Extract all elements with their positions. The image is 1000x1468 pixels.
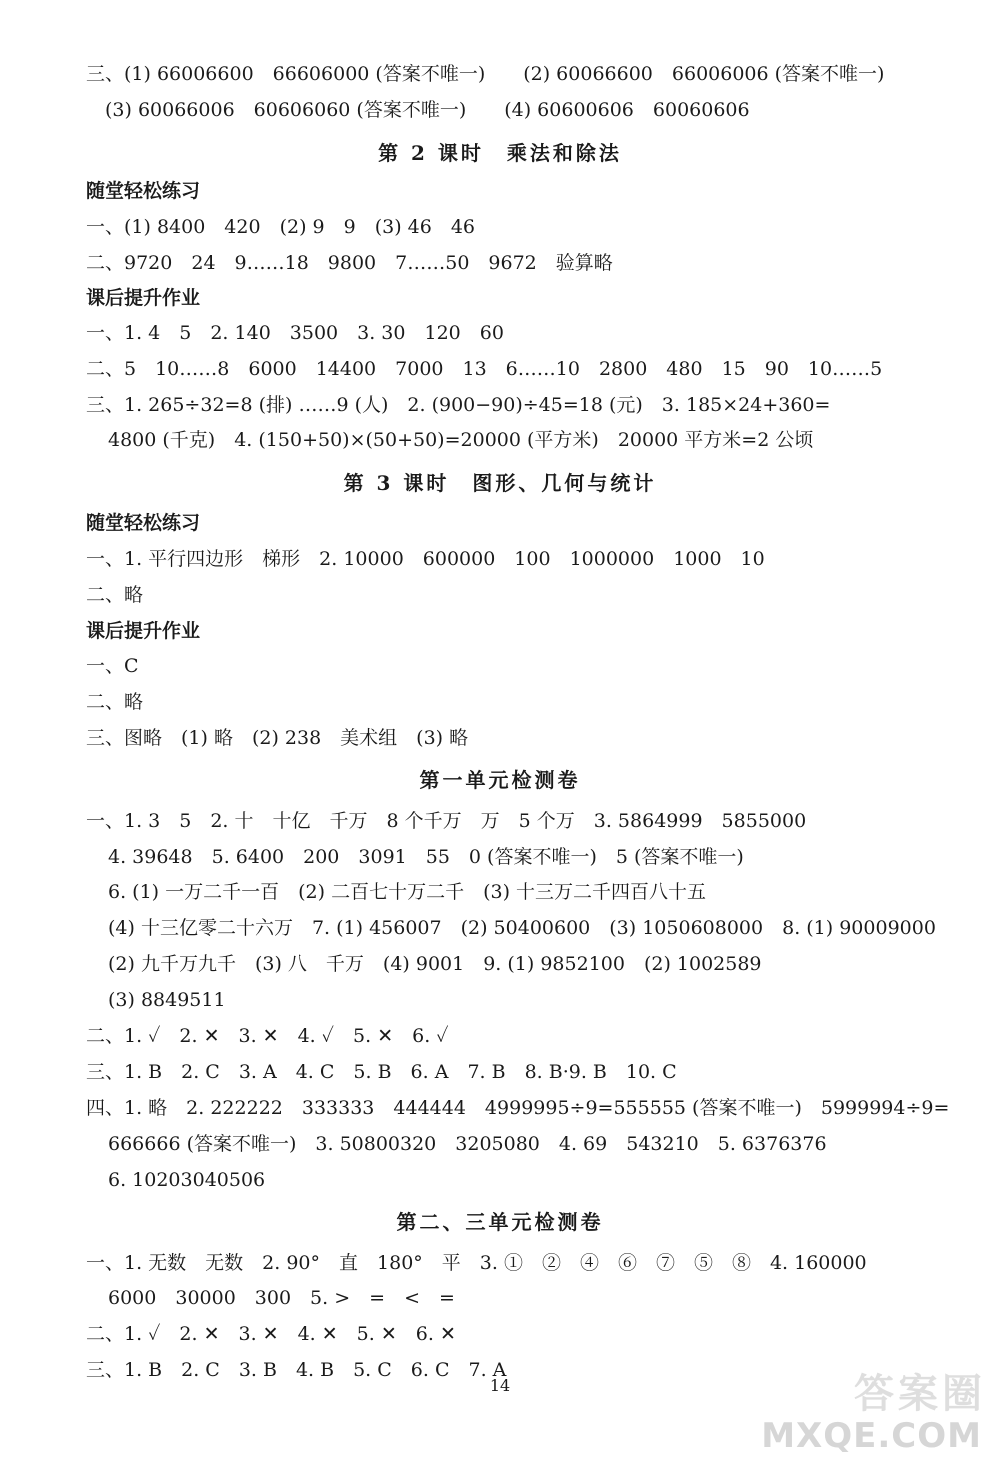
watermark-url: MXQE.COM [761, 1416, 982, 1456]
answer-line: 一、C [86, 655, 139, 677]
subsection-heading: 课后提升作业 [86, 287, 201, 309]
section-title: 第 3 课时 图形、几何与统计 [343, 471, 657, 495]
answer-line: 4800 (千克) 4. (150+50)×(50+50)=20000 (平方米) 20000 平方米=2 公顷 [108, 429, 814, 451]
answer-line: 4. 39648 5. 6400 200 3091 55 0 (答案不唯一) 5 (答案不唯一) [108, 846, 744, 868]
subsection-heading: 课后提升作业 [86, 620, 201, 642]
answer-line: 一、1. 4 5 2. 140 3500 3. 30 120 60 [86, 322, 504, 344]
page-number: 14 [489, 1376, 511, 1395]
answer-line: 三、(1) 66006600 66606000 (答案不唯一) (2) 60066600 66006006 (答案不唯一) [86, 63, 885, 85]
answer-line: 二、略 [86, 691, 144, 713]
answer-line: (3) 8849511 [108, 989, 226, 1011]
answer-line: (3) 60066006 60606060 (答案不唯一) (4) 60600606 60060606 [86, 99, 750, 121]
answer-line: 6. (1) 一万二千一百 (2) 二百七十万二千 (3) 十三万二千四百八十五 [108, 881, 707, 903]
subsection-heading: 随堂轻松练习 [86, 180, 201, 202]
answer-line: 一、(1) 8400 420 (2) 9 9 (3) 46 46 [86, 216, 476, 238]
watermark-logo: 答案圈 [854, 1371, 986, 1417]
answer-line: 一、1. 无数 无数 2. 90° 直 180° 平 3. ① ② ④ ⑥ ⑦ ⑤ ⑧ 4. 160000 [86, 1252, 867, 1274]
answer-line: 三、1. B 2. C 3. B 4. B 5. C 6. C 7. A [86, 1359, 507, 1381]
answer-line: 二、9720 24 9……18 9800 7……50 9672 验算略 [86, 252, 613, 274]
section-title: 第二、三单元检测卷 [396, 1210, 604, 1234]
section-title: 第一单元检测卷 [419, 768, 581, 792]
answer-line: 666666 (答案不唯一) 3. 50800320 3205080 4. 69 543210 5. 6376376 [108, 1133, 827, 1155]
answer-line: 6. 10203040506 [108, 1169, 266, 1191]
answer-line: 二、略 [86, 584, 144, 606]
answer-line: (2) 九千万九千 (3) 八 千万 (4) 9001 9. (1) 9852100 (2) 1002589 [108, 953, 762, 975]
answer-line: 一、1. 3 5 2. 十 十亿 千万 8 个千万 万 5 个万 3. 5864999 5855000 [86, 810, 807, 832]
answer-line: 三、1. 265÷32=8 (排) ……9 (人) 2. (900−90)÷45=18 (元) 3. 185×24+360= [86, 394, 831, 416]
answer-line: 三、1. B 2. C 3. A 4. C 5. B 6. A 7. B 8. B·9. B 10. C [86, 1061, 677, 1083]
answer-line: (4) 十三亿零二十六万 7. (1) 456007 (2) 50400600 (3) 1050608000 8. (1) 90009000 [108, 917, 936, 939]
answer-line: 四、1. 略 2. 222222 333333 444444 4999995÷9=555555 (答案不唯一) 5999994÷9= [86, 1097, 950, 1119]
subsection-heading: 随堂轻松练习 [86, 512, 201, 534]
answer-line: 三、图略 (1) 略 (2) 238 美术组 (3) 略 [86, 727, 469, 749]
answer-line: 二、5 10……8 6000 14400 7000 13 6……10 2800 480 15 90 10……5 [86, 358, 883, 380]
section-title: 第 2 课时 乘法和除法 [378, 141, 622, 165]
answer-line: 二、1. ✓ 2. ✕ 3. ✕ 4. ✕ 5. ✕ 6. ✕ [86, 1323, 456, 1345]
answer-line: 二、1. ✓ 2. ✕ 3. ✕ 4. ✓ 5. ✕ 6. ✓ [86, 1025, 449, 1047]
answer-line: 6000 30000 300 5. > = < = [108, 1287, 455, 1309]
answer-line: 一、1. 平行四边形 梯形 2. 10000 600000 100 1000000 1000 10 [86, 548, 765, 570]
